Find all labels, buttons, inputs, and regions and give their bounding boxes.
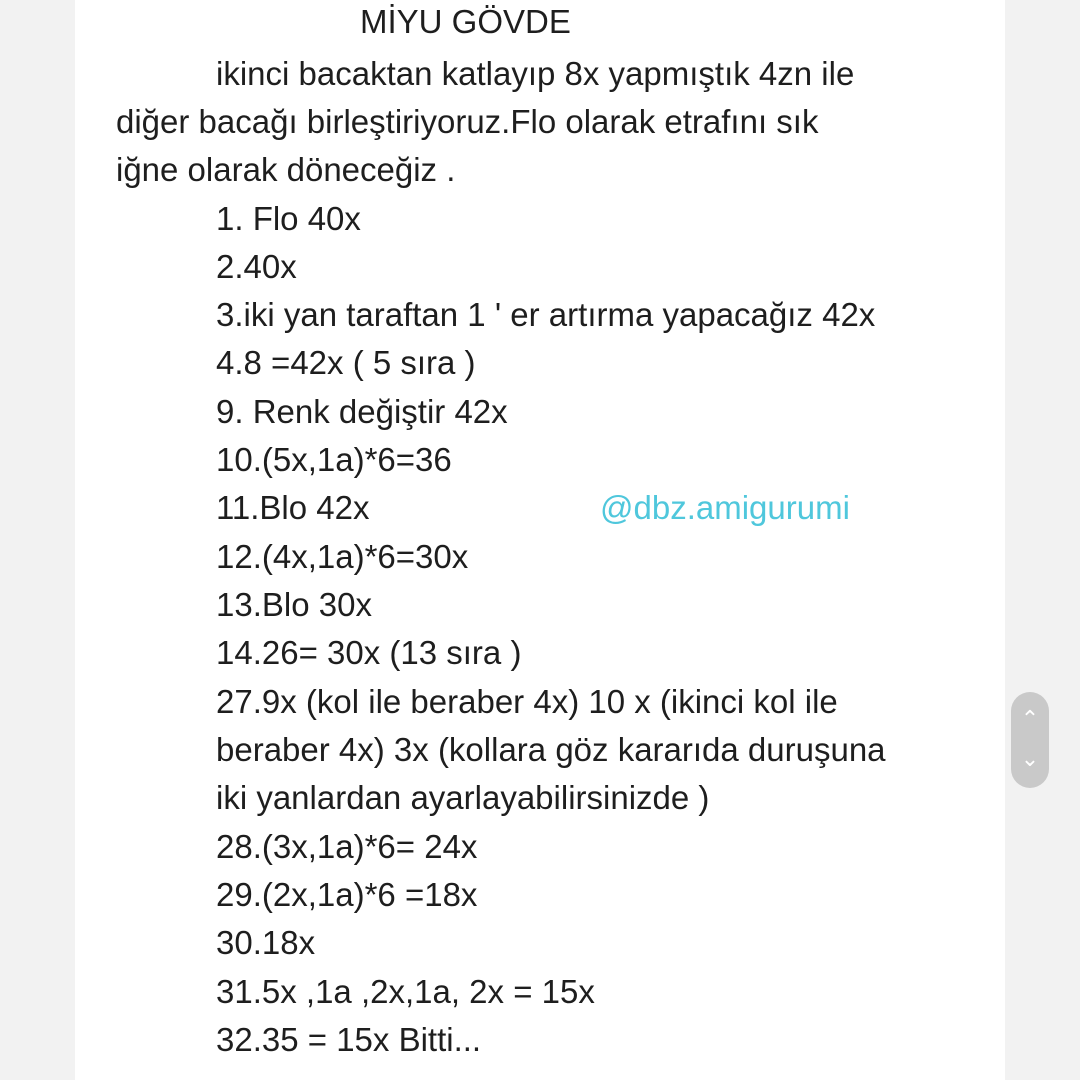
step-line: 14.26= 30x (13 sıra ) [216, 634, 522, 671]
step-line: beraber 4x) 3x (kollara göz kararıda duruşuna [216, 731, 886, 768]
step-line: 1. Flo 40x [216, 200, 361, 237]
page-scroll-control[interactable] [1011, 692, 1049, 788]
step-line: 29.(2x,1a)*6 =18x [216, 876, 478, 913]
watermark-handle: @dbz.amigurumi [600, 489, 850, 526]
step-line: 12.(4x,1a)*6=30x [216, 538, 469, 575]
step-line: 11.Blo 42x [216, 489, 370, 526]
step-line: 13.Blo 30x [216, 586, 372, 623]
intro-line: ikinci bacaktan katlayıp 8x yapmıştık 4zn ile [216, 55, 855, 92]
step-line: 2.40x [216, 248, 297, 285]
intro-line: diğer bacağı birleştiriyoruz.Flo olarak etrafını sık [116, 103, 819, 140]
step-line: 4.8 =42x ( 5 sıra ) [216, 344, 476, 381]
step-line: 28.(3x,1a)*6= 24x [216, 828, 478, 865]
step-line: 31.5x ,1a ,2x,1a, 2x = 15x [216, 973, 595, 1010]
step-line: 9. Renk değiştir 42x [216, 393, 508, 430]
step-line: 27.9x (kol ile beraber 4x) 10 x (ikinci kol ile [216, 683, 838, 720]
step-line: iki yanlardan ayarlayabilirsinizde ) [216, 779, 710, 816]
document-title: MİYU GÖVDE [360, 3, 571, 40]
chevron-up-icon[interactable]: ⌃ [1020, 707, 1040, 732]
step-line: 3.iki yan taraftan 1 ' er artırma yapacağız 42x [216, 296, 876, 333]
intro-line: iğne olarak döneceğiz . [116, 151, 456, 188]
step-line: 10.(5x,1a)*6=36 [216, 441, 452, 478]
step-line: 32.35 = 15x Bitti... [216, 1021, 482, 1058]
step-line: 30.18x [216, 924, 316, 961]
chevron-down-icon[interactable]: ⌄ [1020, 747, 1040, 772]
